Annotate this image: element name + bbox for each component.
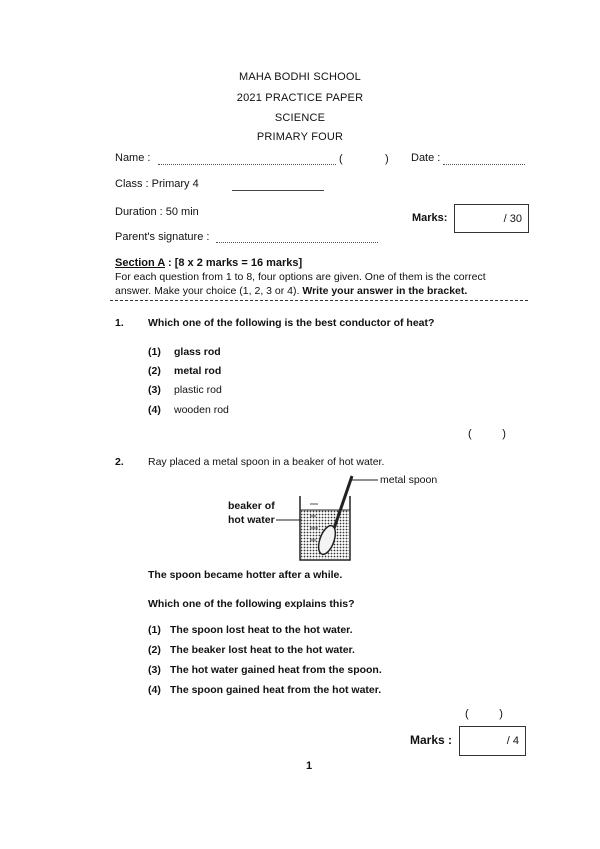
- level-title: PRIMARY FOUR: [256, 131, 344, 143]
- marks-box[interactable]: [454, 204, 529, 233]
- date-field[interactable]: [443, 164, 525, 165]
- class-label: Class : Primary 4: [115, 178, 199, 190]
- q2-option-4-text: The spoon gained heat from the hot water.: [170, 684, 382, 696]
- label-metal-spoon: metal spoon: [380, 474, 438, 486]
- school-name: MAHA BODHI SCHOOL: [239, 71, 361, 83]
- question-2-prompt: Which one of the following explains this?: [148, 598, 355, 610]
- q1-option-2-text: metal rod: [174, 365, 222, 377]
- page-marks-label: Marks :: [410, 733, 453, 747]
- q2-option-3-text: The hot water gained heat from the spoon.: [170, 664, 382, 676]
- question-1-number: 1.: [115, 317, 124, 329]
- instructions-choice: answer. Make your choice (1, 2, 3 or 4).: [115, 285, 300, 297]
- q2-option-2-number: (2): [148, 644, 161, 656]
- page-marks-box[interactable]: [459, 726, 526, 756]
- section-title: Section A: [115, 257, 165, 269]
- section-heading: [115, 257, 302, 269]
- instructions-line-2: [115, 285, 467, 297]
- q1-option-3-number: (3): [148, 384, 161, 396]
- q1-option-1-number: (1): [148, 346, 161, 358]
- q1-option-1-text: glass rod: [174, 346, 221, 358]
- name-paren-open: (: [339, 153, 343, 165]
- label-beaker-line-2: hot water: [228, 514, 275, 526]
- section-marks-info: : [8 x 2 marks = 16 marks]: [167, 257, 303, 269]
- q1-option-4-text: wooden rod: [174, 404, 229, 416]
- q2-option-1-text: The spoon lost heat to the hot water.: [170, 624, 353, 636]
- q1-option-2-number: (2): [148, 365, 161, 377]
- signature-field[interactable]: [216, 242, 378, 243]
- question-2-statement: The spoon became hotter after a while.: [148, 569, 343, 581]
- paper-title: 2021 PRACTICE PAPER: [236, 92, 364, 104]
- signature-label: Parent's signature :: [115, 231, 210, 243]
- q2-option-4-number: (4): [148, 684, 161, 696]
- q2-option-2-text: The beaker lost heat to the hot water.: [170, 644, 355, 656]
- name-field[interactable]: [158, 164, 336, 165]
- subject-title: SCIENCE: [274, 112, 326, 124]
- date-label: Date :: [411, 152, 441, 164]
- duration-label: Duration : 50 min: [115, 206, 199, 218]
- instructions-line-1: For each question from 1 to 8, four options are given. One of them is the correct: [115, 271, 486, 283]
- q2-option-1-number: (1): [148, 624, 161, 636]
- marks-total: / 30: [503, 213, 522, 225]
- class-field[interactable]: [232, 190, 324, 191]
- q1-option-4-number: (4): [148, 404, 161, 416]
- q2-answer-bracket[interactable]: ( ): [465, 708, 503, 720]
- section-divider: [110, 300, 528, 301]
- label-beaker-line-1: beaker of: [228, 500, 275, 512]
- question-2-number: 2.: [115, 456, 124, 468]
- page-number: 1: [306, 760, 313, 772]
- question-2-text: Ray placed a metal spoon in a beaker of hot water.: [148, 456, 385, 468]
- q1-answer-bracket[interactable]: ( ): [468, 428, 506, 440]
- instructions-bracket: Write your answer in the bracket.: [302, 285, 468, 297]
- page-marks-value: / 4: [506, 735, 519, 747]
- q2-option-3-number: (3): [148, 664, 161, 676]
- question-1-text: Which one of the following is the best conductor of heat?: [148, 317, 435, 329]
- name-label: Name :: [115, 152, 151, 164]
- q1-option-3-text: plastic rod: [174, 384, 222, 396]
- marks-label: Marks:: [412, 212, 448, 224]
- name-paren-close: ): [385, 153, 389, 165]
